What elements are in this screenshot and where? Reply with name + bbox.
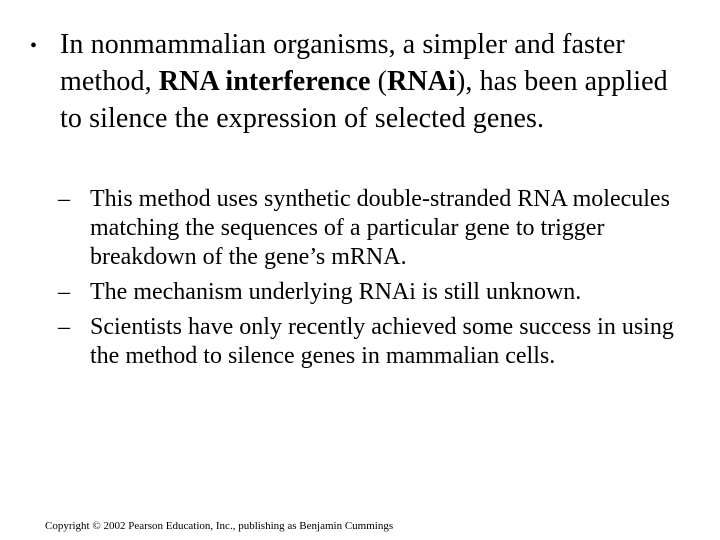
- main-bullet-text: [60, 26, 690, 137]
- main-bullet-text-mid: (: [370, 66, 388, 97]
- main-bullet: [30, 26, 690, 137]
- sub-bullet-list: [58, 185, 698, 377]
- sub-bullet-text: This method uses synthetic double-stranded RNA molecules matching the sequences of a particular gene to trigger breakdown of the gene’s mRNA.: [90, 186, 670, 270]
- sub-bullet-item: [58, 313, 698, 371]
- dash-icon: –: [58, 314, 70, 340]
- main-bullet-text-after: ), has been applied to silence the expression of selected genes.: [60, 66, 668, 134]
- term-rna-interference: RNA interference: [158, 66, 371, 97]
- dash-icon: –: [58, 186, 70, 212]
- dash-icon: –: [58, 279, 70, 305]
- bullet-dot-icon: •: [30, 35, 38, 57]
- sub-bullet-item: [58, 185, 698, 272]
- term-rnai: RNAi: [387, 66, 456, 97]
- main-bullet-text-before: In nonmammalian organisms, a simpler and faster method,: [60, 29, 625, 97]
- sub-bullet-item: [58, 278, 698, 307]
- sub-bullet-text: The mechanism underlying RNAi is still unknown.: [90, 279, 582, 305]
- copyright-footer: Copyright © 2002 Pearson Education, Inc., publishing as Benjamin Cummings: [45, 520, 394, 532]
- sub-bullet-text: Scientists have only recently achieved some success in using the method to silence genes in mammalian cells.: [90, 314, 674, 369]
